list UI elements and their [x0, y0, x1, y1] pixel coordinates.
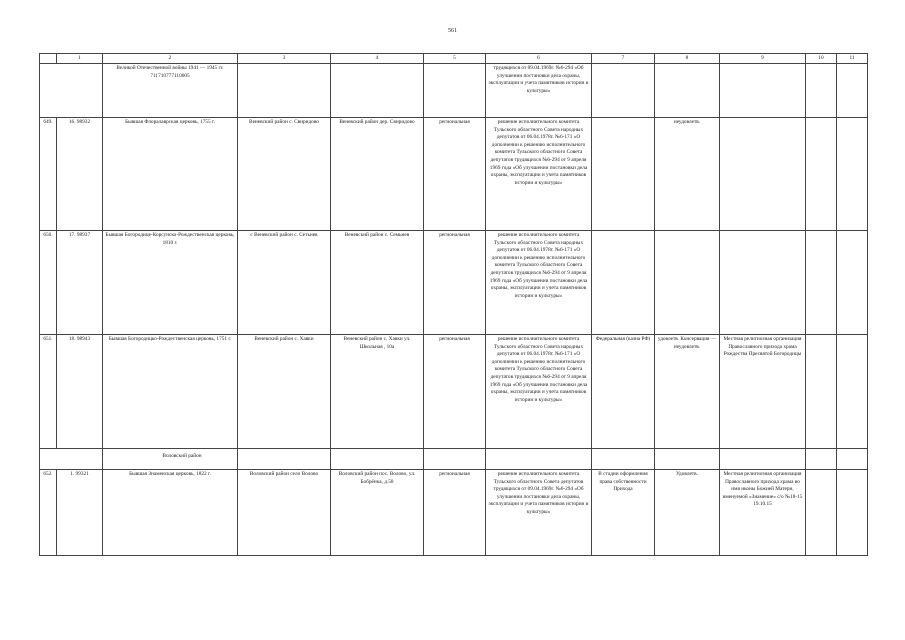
ownership-cell: Федеральная (казна РФ) [592, 335, 655, 449]
header-row [40, 54, 868, 64]
object-name: Бывшая Флоралаврская церковь, 1755 г. [103, 118, 238, 231]
table-cell [40, 449, 103, 470]
table-cell [720, 64, 806, 118]
header-cell: 8 [655, 54, 720, 64]
ownership-cell [592, 231, 655, 335]
table-cell [837, 470, 868, 556]
header-cell: 3 [238, 54, 331, 64]
address-cell: Веневский район с. Хавки ул. Школьная , 10а [331, 335, 424, 449]
condition-cell [655, 231, 720, 335]
user-cell: Местная религиозная организация Православного прихода храма во имя иконы Божией Матери, именуемой «Знамение» с/о №18-15 19.10.15 [720, 470, 806, 556]
row-number: 651. [40, 335, 57, 449]
table-cell [331, 64, 424, 118]
ownership-cell [592, 118, 655, 231]
address-cell: Воловский район пос. Волово, ул. Бобрёнка, д.58 [331, 470, 424, 556]
continuation-object-cell: Великой Отечественной войны 1941 — 1945 гг. 711710777110005 [103, 64, 238, 118]
header-cell: 1 [57, 54, 103, 64]
registry-code: 98943 [76, 336, 91, 342]
table-cell [331, 449, 424, 470]
table-cell [424, 449, 486, 470]
row-subnumber: 17. [68, 232, 76, 238]
table-cell [806, 470, 837, 556]
table-cell [837, 118, 868, 231]
row-subnumber-and-code [57, 118, 103, 231]
section-label: Воловский район [103, 449, 238, 470]
address-cell: Веневский район дер. Свиридово [331, 118, 424, 231]
row-number: 652. [40, 470, 57, 556]
row-subnumber: 1. [70, 471, 75, 477]
header-cell: 6 [486, 54, 592, 64]
registry-code: 98932 [76, 119, 91, 125]
decision-cell: решение исполнительного комитета Тульского областного Совета депутатов трудящихся от 09.04.1969г. №6-294 «Об улучшении постановки дела охраны, эксплуатации и учета памятников истории и культуры» [486, 470, 592, 556]
table-cell [806, 64, 837, 118]
decision-cell: решение исполнительного комитета Тульского областного Совета народных депутатов от 06.04.1978г. №6-171 «О дополнении к решению исполнительного комитета Тульского областного Совета депутатов трудящихся №6-294 от 9 апреля 1969 года «Об улучшении постановки дела охраны, эксплуатации и учета памятников истории и культуры» [486, 335, 592, 449]
table-cell [486, 449, 592, 470]
object-name: Бывшая Богородицко-Рождественская церковь, 1751 г. [103, 335, 238, 449]
table-row [40, 118, 868, 231]
row-subnumber-and-code [57, 470, 103, 556]
row-number: 650. [40, 231, 57, 335]
table-cell [806, 335, 837, 449]
condition-cell: неудовлетв. [655, 118, 720, 231]
table-cell [837, 449, 868, 470]
table-cell [592, 64, 655, 118]
registry-code: 98937 [76, 232, 91, 238]
ownership-cell: В стадии оформления права собственности Прихода [592, 470, 655, 556]
header-cell: 7 [592, 54, 655, 64]
table-cell [592, 449, 655, 470]
user-cell [720, 231, 806, 335]
header-cell [40, 54, 57, 64]
continuation-decision-cell: трудящихся от 09.04.1969г. №6-294 «Об улучшении постановки дела охраны, эксплуатации и учета памятников истории и культуры» [486, 64, 592, 118]
table-cell [238, 64, 331, 118]
table-cell [655, 449, 720, 470]
category-cell: региональная [424, 470, 486, 556]
header-cell: 10 [806, 54, 837, 64]
condition-cell: удовлетв. Консервация — неудовлетв. [655, 335, 720, 449]
object-name: Бывшая Знаменская церковь, 1822 г. [103, 470, 238, 556]
header-cell: 4 [331, 54, 424, 64]
table-cell [806, 118, 837, 231]
category-cell: региональная [424, 118, 486, 231]
object-name: Бывшая Богородице-Корсунско-Рождественская церковь, 1810 г. [103, 231, 238, 335]
table-cell [238, 449, 331, 470]
user-cell: Местная религиозная организация Православного прихода храма Рождества Пресвятой Богородицы [720, 335, 806, 449]
table-cell [806, 231, 837, 335]
header-cell: 5 [424, 54, 486, 64]
header-cell: 11 [837, 54, 868, 64]
row-subnumber: 18. [68, 336, 76, 342]
decision-cell: решение исполнительного комитета Тульского областного Совета народных депутатов от 06.04.1978г. №6-171 «О дополнении к решению исполнительного комитета Тульского областного Совета депутатов трудящихся №6-294 от 9 апреля 1969 года «Об улучшении постановки дела охраны, эксплуатации и учета памятников истории и культуры» [486, 118, 592, 231]
row-subnumber: 16. [68, 119, 76, 125]
location-cell: Веневский район с. Свиридово [238, 118, 331, 231]
table-cell [837, 231, 868, 335]
table-cell [837, 335, 868, 449]
registry-code: 99321 [75, 471, 89, 477]
table-row [40, 231, 868, 335]
header-cell: 9 [720, 54, 806, 64]
continuation-row [40, 64, 868, 118]
table-cell [837, 64, 868, 118]
row-subnumber-and-code [57, 335, 103, 449]
section-row [40, 449, 868, 470]
table-cell [806, 449, 837, 470]
category-cell: региональная [424, 335, 486, 449]
table-cell [720, 449, 806, 470]
decision-cell: решение исполнительного комитета Тульского областного Совета народных депутатов от 06.04.1978г. №6-171 «О дополнении к решению исполнительного комитета Тульского областного Совета депутатов трудящихся №6-294 от 9 апреля 1969 года «Об улучшении постановки дела охраны, эксплуатации и учета памятников истории и культуры» [486, 231, 592, 335]
page-number: 561 [448, 28, 457, 34]
registry-table [39, 53, 868, 556]
table-row [40, 335, 868, 449]
address-cell: Веневский район с. Семьнев [331, 231, 424, 335]
row-subnumber-and-code [57, 231, 103, 335]
table-cell [424, 64, 486, 118]
condition-cell: Удовлетв. [655, 470, 720, 556]
location-cell: Веневский район с. Хавки [238, 335, 331, 449]
table-row [40, 470, 868, 556]
row-number: 649. [40, 118, 57, 231]
table-cell [40, 64, 103, 118]
category-cell: региональная [424, 231, 486, 335]
location-cell: с Веневский район с. Сетьнев [238, 231, 331, 335]
header-cell: 2 [103, 54, 238, 64]
table-cell [655, 64, 720, 118]
location-cell: Воловский район село Волово [238, 470, 331, 556]
user-cell [720, 118, 806, 231]
